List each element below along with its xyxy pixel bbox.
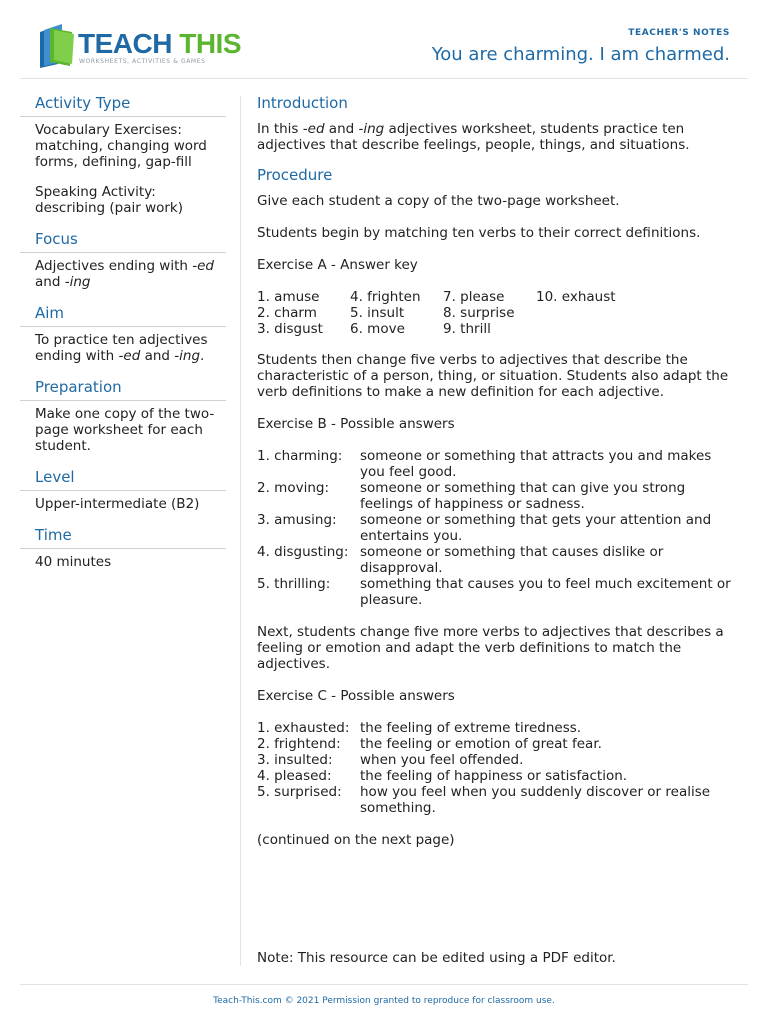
aim-text: To practice ten adjectives ending with -ed and -ing.	[35, 332, 208, 364]
definition-row	[257, 480, 737, 512]
procedure-step: Students then change five verbs to adjectives that describe the characteristic of a person, thing, or situation. Students also adapt the verb definitions to make a new definition for each adjective.	[257, 352, 729, 400]
header-divider	[20, 78, 748, 79]
definition-row	[257, 752, 737, 768]
term: 2. frightend:	[257, 736, 341, 752]
term: 5. surprised:	[257, 784, 342, 800]
definition-row	[257, 448, 737, 480]
teachers-notes-label: TEACHER'S NOTES	[628, 28, 730, 38]
term: 2. moving:	[257, 480, 329, 496]
definition-row	[257, 768, 737, 784]
edit-note: Note: This resource can be edited using a PDF editor.	[257, 950, 616, 966]
time-section	[20, 526, 226, 570]
term: 3. insulted:	[257, 752, 333, 768]
activity-type-heading: Activity Type	[20, 94, 226, 117]
answer-item: 10. exhaust	[536, 289, 616, 305]
preparation-section	[20, 378, 226, 454]
term: 4. disgusting:	[257, 544, 349, 560]
answer-item	[536, 321, 629, 337]
logo-tagline: WORKSHEETS, ACTIVITIES & GAMES	[79, 58, 206, 65]
answer-item: 2. charm	[257, 305, 317, 321]
activity-type-item: Vocabulary Exercises: matching, changing word forms, defining, gap-fill	[35, 122, 207, 170]
definition-row	[257, 736, 737, 752]
introduction-text: In this -ed and -ing adjectives worksheet, students practice ten adjectives that describe feelings, people, things, and situations.	[257, 121, 690, 153]
continued-note: (continued on the next page)	[257, 832, 455, 848]
exercise-a-answer-key	[257, 289, 737, 337]
answer-item: 6. move	[350, 321, 405, 337]
definition: someone or something that causes dislike or disapproval.	[360, 544, 664, 576]
aim-section	[20, 304, 226, 364]
answer-item: 9. thrill	[443, 321, 491, 337]
term: 3. amusing:	[257, 512, 337, 528]
footer-copyright: Teach-This.com © 2021 Permission granted to reproduce for classroom use.	[213, 996, 555, 1006]
definition: the feeling of happiness or satisfaction.	[360, 768, 628, 784]
sidebar	[20, 94, 226, 584]
definition-row	[257, 720, 737, 736]
term: 4. pleased:	[257, 768, 332, 784]
preparation-text: Make one copy of the two-page worksheet for each student.	[35, 406, 215, 454]
definition: someone or something that attracts you and makes you feel good.	[360, 448, 712, 480]
focus-text: Adjectives ending with -ed and -ing	[35, 258, 214, 290]
focus-heading: Focus	[20, 230, 226, 253]
definition: when you feel offended.	[360, 752, 524, 768]
activity-type-section	[20, 94, 226, 216]
answer-item: 8. surprise	[443, 305, 515, 321]
answer-item	[536, 305, 629, 321]
term: 5. thrilling:	[257, 576, 331, 592]
page-title: You are charming. I am charmed.	[431, 44, 730, 65]
exercise-c-answers	[257, 720, 737, 816]
exercise-b-label: Exercise B - Possible answers	[257, 416, 455, 432]
definition: the feeling or emotion of great fear.	[360, 736, 602, 752]
definition: the feeling of extreme tiredness.	[360, 720, 582, 736]
answer-item: 1. amuse	[257, 289, 320, 305]
definition-row	[257, 576, 737, 608]
logo-wordmark: TEACH THIS	[78, 28, 242, 59]
definition: someone or something that gets your attention and entertains you.	[360, 512, 712, 544]
aim-heading: Aim	[20, 304, 226, 327]
preparation-heading: Preparation	[20, 378, 226, 401]
definition: how you feel when you suddenly discover or realise something.	[360, 784, 711, 816]
answer-item: 7. please	[443, 289, 505, 305]
answer-item: 4. frighten	[350, 289, 421, 305]
answer-item: 3. disgust	[257, 321, 323, 337]
main-content	[257, 95, 737, 864]
definition-row	[257, 784, 737, 816]
level-section	[20, 468, 226, 512]
time-text: 40 minutes	[35, 554, 112, 570]
exercise-b-answers	[257, 448, 737, 608]
definition: someone or something that can give you strong feelings of happiness or sadness.	[360, 480, 686, 512]
teach-this-logo[interactable]	[36, 22, 242, 70]
level-text: Upper-intermediate (B2)	[35, 496, 200, 512]
procedure-step: Students begin by matching ten verbs to their correct definitions.	[257, 225, 701, 241]
definition-row	[257, 512, 737, 544]
introduction-heading: Introduction	[257, 94, 348, 112]
procedure-step: Next, students change five more verbs to adjectives that describes a feeling or emotion and adapt the verb definitions to match the adjectives.	[257, 624, 724, 672]
time-heading: Time	[20, 526, 226, 549]
term: 1. charming:	[257, 448, 343, 464]
answer-item: 5. insult	[350, 305, 405, 321]
term: 1. exhausted:	[257, 720, 350, 736]
footer-divider	[20, 984, 748, 985]
focus-section	[20, 230, 226, 290]
column-divider	[240, 96, 241, 966]
definition-row	[257, 544, 737, 576]
procedure-heading: Procedure	[257, 166, 333, 184]
book-logo-icon	[36, 24, 76, 68]
exercise-c-label: Exercise C - Possible answers	[257, 688, 455, 704]
definition: something that causes you to feel much excitement or pleasure.	[360, 576, 731, 608]
exercise-a-label: Exercise A - Answer key	[257, 257, 418, 273]
procedure-step: Give each student a copy of the two-page worksheet.	[257, 193, 620, 209]
activity-type-item: Speaking Activity: describing (pair work)	[35, 184, 184, 216]
level-heading: Level	[20, 468, 226, 491]
